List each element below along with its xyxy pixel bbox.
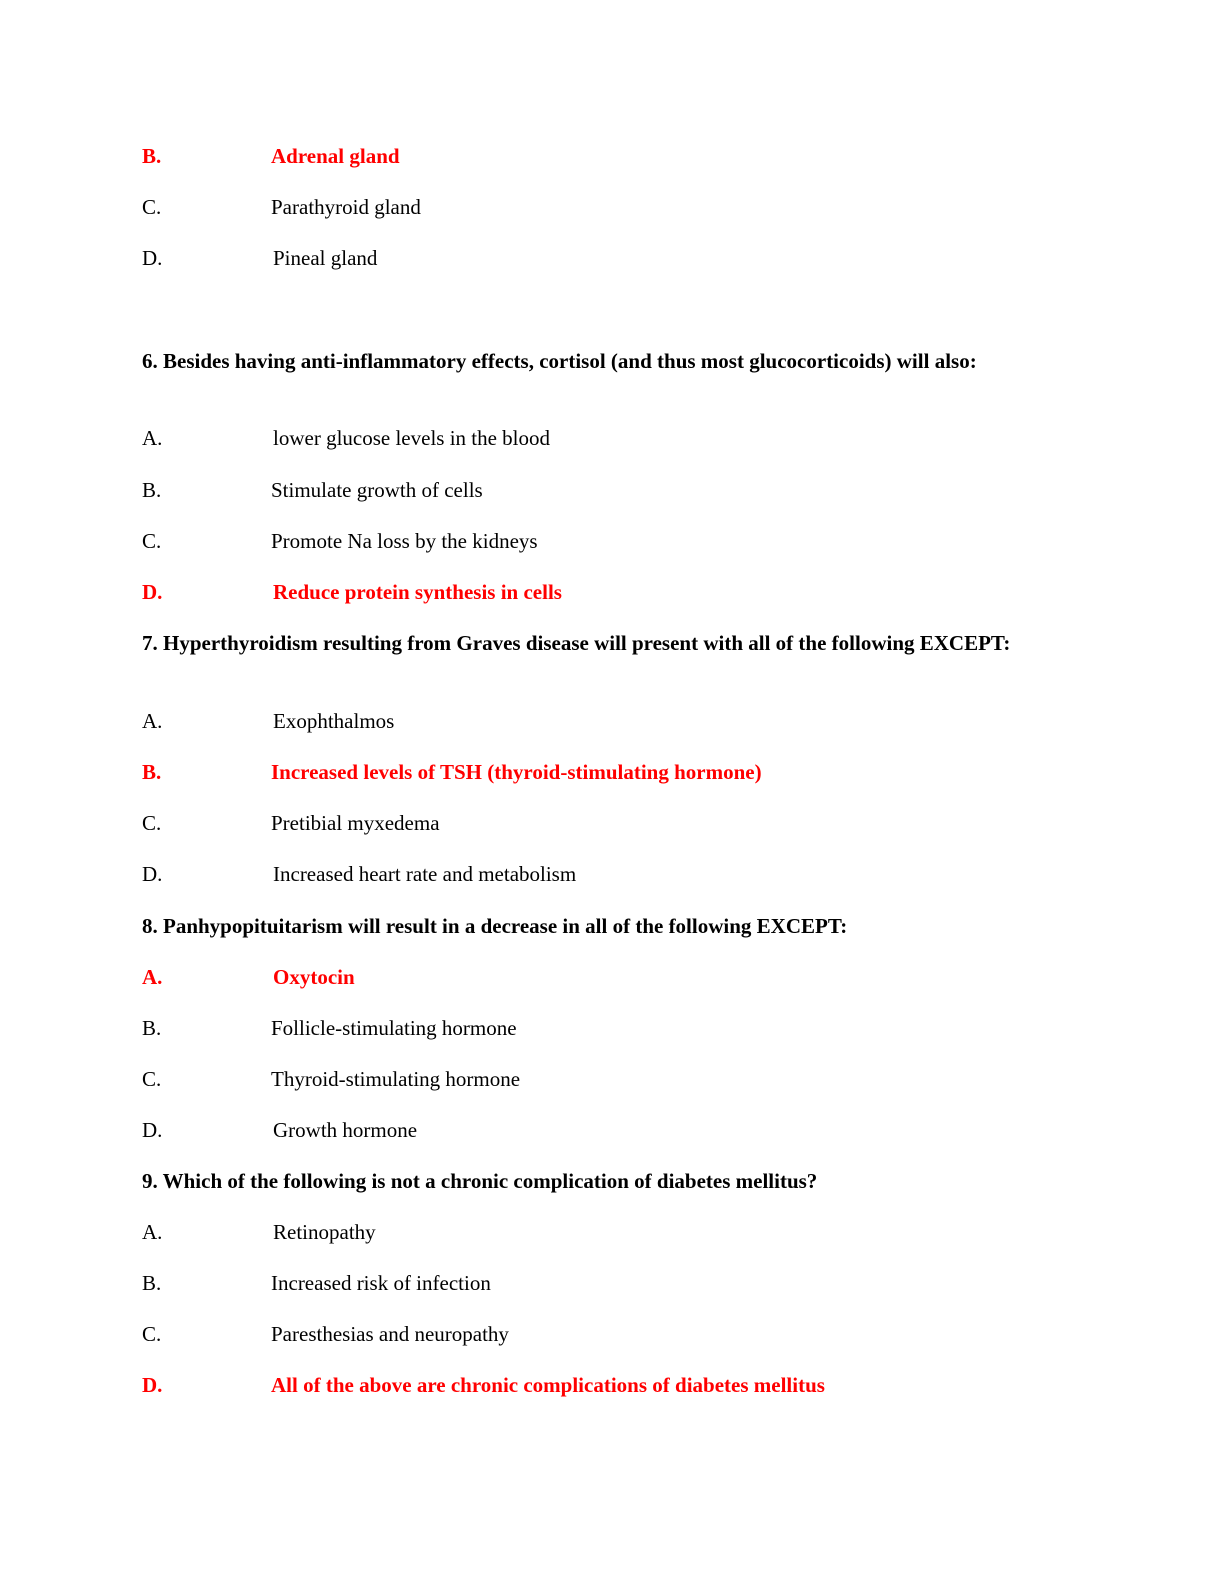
option-letter: C. xyxy=(142,1067,162,1091)
q9-question: 9. Which of the following is not a chronic complication of diabetes mellitus? xyxy=(142,1169,818,1193)
option-text: Follicle-stimulating hormone xyxy=(271,1016,517,1040)
option-text: Increased risk of infection xyxy=(271,1271,491,1295)
option-letter: C. xyxy=(142,811,162,835)
option-text: Pineal gland xyxy=(273,246,378,270)
option-text: Paresthesias and neuropathy xyxy=(271,1322,509,1346)
q8-question: 8. Panhypopituitarism will result in a decrease in all of the following EXCEPT: xyxy=(142,914,848,938)
option-text: Growth hormone xyxy=(273,1118,418,1142)
option-letter: D. xyxy=(142,246,163,270)
option-text: Adrenal gland xyxy=(271,144,400,168)
option-letter: C. xyxy=(142,529,162,553)
option-text: lower glucose levels in the blood xyxy=(273,426,551,450)
option-letter: A. xyxy=(142,709,163,733)
option-text: All of the above are chronic complications of diabetes mellitus xyxy=(271,1373,825,1397)
option-letter: B. xyxy=(142,1271,162,1295)
option-text: Promote Na loss by the kidneys xyxy=(271,529,538,553)
option-letter: C. xyxy=(142,1322,162,1346)
option-letter: B. xyxy=(142,478,162,502)
option-text: Retinopathy xyxy=(273,1220,376,1244)
option-letter: D. xyxy=(142,1118,163,1142)
option-text: Exophthalmos xyxy=(273,709,395,733)
option-text: Oxytocin xyxy=(273,965,355,989)
option-letter: B. xyxy=(142,1016,162,1040)
option-letter: D. xyxy=(142,862,163,886)
option-letter: C. xyxy=(142,195,162,219)
option-text: Pretibial myxedema xyxy=(271,811,440,835)
option-letter: B. xyxy=(142,760,162,784)
option-text: Parathyroid gland xyxy=(271,195,421,219)
option-text: Reduce protein synthesis in cells xyxy=(273,580,562,604)
option-text: Increased heart rate and metabolism xyxy=(273,862,577,886)
option-text: Stimulate growth of cells xyxy=(271,478,483,502)
option-letter: B. xyxy=(142,144,162,168)
option-text: Thyroid-stimulating hormone xyxy=(271,1067,521,1091)
option-letter: A. xyxy=(142,426,163,450)
option-text: Increased levels of TSH (thyroid-stimulating hormone) xyxy=(271,760,762,784)
option-letter: A. xyxy=(142,965,163,989)
option-letter: A. xyxy=(142,1220,163,1244)
option-letter: D. xyxy=(142,1373,163,1397)
q7-question: 7. Hyperthyroidism resulting from Graves disease will present with all of the following EXCEPT: xyxy=(142,631,1011,655)
q6-question: 6. Besides having anti-inflammatory effects, cortisol (and thus most glucocorticoids) will also: xyxy=(142,349,977,373)
option-letter: D. xyxy=(142,580,163,604)
